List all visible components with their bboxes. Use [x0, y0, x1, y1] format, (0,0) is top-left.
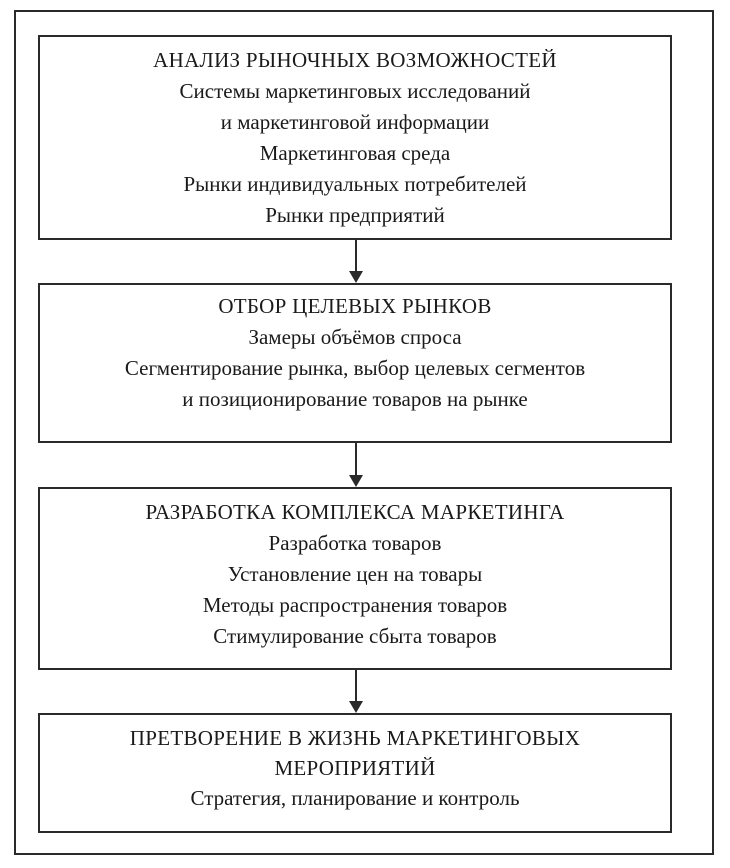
stage-title-line: МЕРОПРИЯТИЙ	[274, 756, 436, 780]
stage-item: Стимулирование сбыта товаров	[213, 624, 497, 648]
stage-item: Разработка товаров	[268, 531, 442, 555]
stage-item: Методы распространения товаров	[202, 593, 508, 617]
stage-title: РАЗРАБОТКА КОМПЛЕКСА МАРКЕТИНГА	[145, 500, 565, 524]
stage-item: Установление цен на товары	[227, 562, 483, 586]
stage-title: АНАЛИЗ РЫНОЧНЫХ ВОЗМОЖНОСТЕЙ	[153, 48, 557, 72]
arrow-shaft	[355, 240, 357, 272]
stage-title: ОТБОР ЦЕЛЕВЫХ РЫНКОВ	[218, 294, 492, 318]
stage-item: и маркетинговой информации	[220, 110, 490, 134]
stage-item: Замеры объёмов спроса	[248, 325, 462, 349]
stage-item: Сегментирование рынка, выбор целевых сегментов	[124, 356, 586, 380]
stage-item: Стратегия, планирование и контроль	[190, 786, 520, 810]
arrow-head-icon	[349, 701, 363, 713]
stage-box-marketing-mix	[38, 487, 672, 670]
arrow-head-icon	[349, 271, 363, 283]
stage-box-target-markets	[38, 283, 672, 443]
stage-item: Рынки индивидуальных потребителей	[183, 172, 527, 196]
arrow-shaft	[355, 443, 357, 476]
stage-item: Системы маркетинговых исследований	[179, 79, 531, 103]
stage-title-line: ПРЕТВОРЕНИЕ В ЖИЗНЬ МАРКЕТИНГОВЫХ	[129, 726, 581, 750]
stage-item: и позиционирование товаров на рынке	[182, 387, 528, 411]
arrow-shaft	[355, 670, 357, 702]
stage-item: Рынки предприятий	[265, 203, 445, 227]
stage-item: Маркетинговая среда	[259, 141, 451, 165]
stage-box-market-analysis	[38, 35, 672, 240]
arrow-head-icon	[349, 475, 363, 487]
stage-box-implementation	[38, 713, 672, 833]
